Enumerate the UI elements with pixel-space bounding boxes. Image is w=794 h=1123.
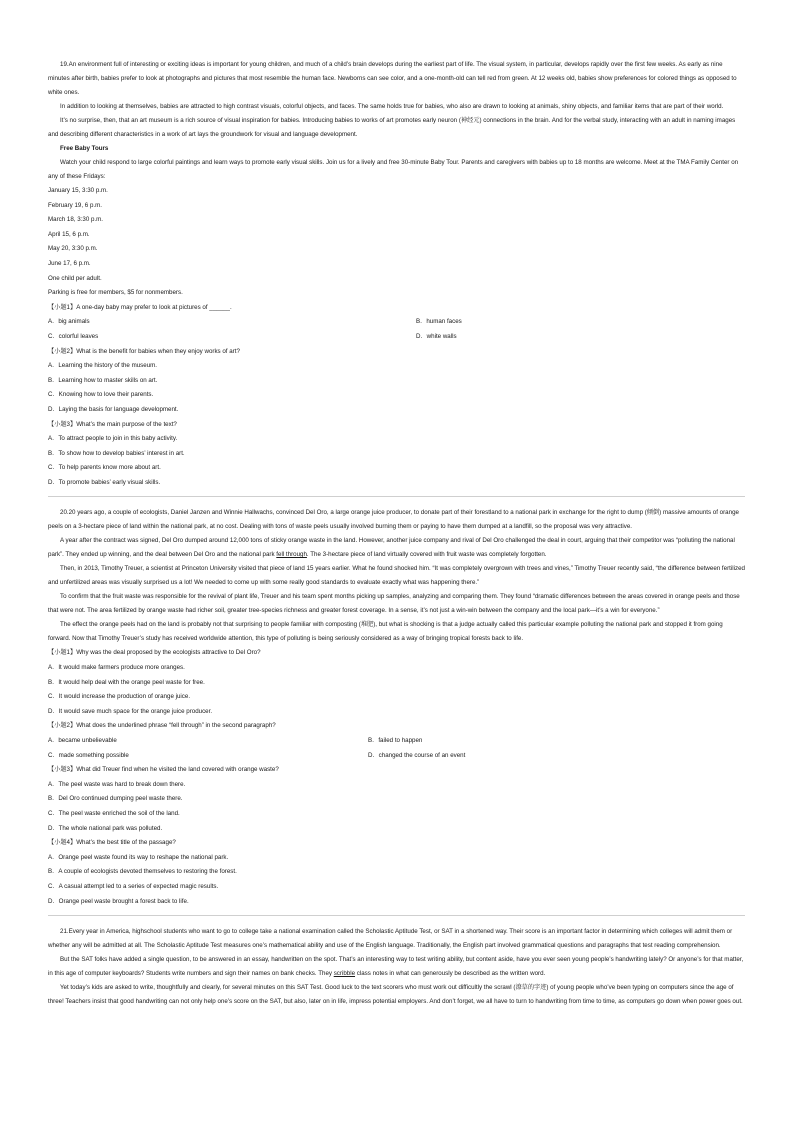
question: 【小题3】What did Treuer find when he visited the land covered with orange waste? — [48, 766, 279, 774]
paragraph: 21.Every year in America, highschool students who want to go to college take a national examination called the Scholastic Aptitude Test, or SAT in a shortened way. Their score is an important factor in determining which colleges will admit them or whether any will be admitted at all. The Scholastic Aptitude Test measures one’s mathematical ability and use of the English language. Traditionally, the English part involved grammatical questions and paragraphs that test reading comprehension. — [48, 928, 733, 950]
question: 【小题4】What’s the best title of the passage? — [48, 839, 176, 847]
date-item: March 18, 3:30 p.m. — [48, 216, 104, 224]
paragraph: The effect the orange peels had on the land is probably not that surprising to people familiar with composting (堆肥), but what is shocking is that a judge actually called this particular example polluting the national park and stopped it from going forward. Now that Timothy Treuer’s study has received worldwide attention, this type of polluting is being seriously considered as a way of bringing tropical forests back to life. — [48, 621, 723, 643]
paragraph: Yet today’s kids are asked to write, thoughtfully and clearly, for several minutes on this SAT Test. Good luck to the text scorers who must work out difficultly the scrawl (潦草的字迹) of young people who’ve been typing on computers since the age of three! Teachers insist that good handwriting can not only help one’s score on the SAT, but also, later on in life, impress potential employers. And don’t forget, we all have to turn to handwriting from time to time, as computers go down when power goes out. — [48, 984, 743, 1006]
option: A．To attract people to join in this baby activity. — [48, 435, 178, 443]
option: C．It would increase the production of orange juice. — [48, 693, 191, 701]
paragraph: 19.An environment full of interesting or exciting ideas is important for young children, and much of a child’s brain develops during the earliest part of life. The visual system, in particular, develops rapidly over the first few weeks. As early as nine minutes after birth, babies prefer to look at photographs and pictures that most resemble the human face. Newborns can see color, and a one-month-old can tell red from green. At 12 weeks old, babies show preferences for colored things as opposed to white ones. — [48, 61, 737, 96]
underlined-word: scribble — [333, 970, 356, 978]
paragraph: In addition to looking at themselves, babies are attracted to high contrast visuals, colorful objects, and faces. The same holds true for babies, who also are drawn to looking at animals, shiny objects, and familiar items that are part of their world. — [60, 103, 724, 110]
passage-21 — [48, 925, 745, 1009]
date-item: June 17, 6 p.m. — [48, 259, 91, 267]
date-item: February 19, 6 p.m. — [48, 201, 102, 209]
date-item: April 15, 6 p.m. — [48, 230, 90, 238]
option: B．failed to happen — [368, 737, 423, 745]
paragraph: Watch your child respond to large colorful paintings and learn ways to promote early visual skills. Join us for a lively and free 30-minute Baby Tour. Parents and caregivers with babies up to 18 months are welcome. Meet at the TMA Family Center on any of these Fridays: — [48, 159, 739, 180]
option: D．To promote babies’ early visual skills. — [48, 478, 161, 486]
option: D．It would save much space for the orange juice producer. — [48, 707, 213, 715]
option: D．Orange peel waste brought a forest back to life. — [48, 897, 189, 905]
option: D．The whole national park was polluted. — [48, 824, 163, 832]
question: 【小题1】A one-day baby may prefer to look at pictures of ______. — [48, 303, 232, 311]
option: A．The peel waste was hard to break down there. — [48, 780, 186, 788]
question: 【小题1】Why was the deal proposed by the ecologists attractive to Del Oro? — [48, 649, 261, 657]
passage-20 — [48, 506, 745, 909]
option: B．To show how to develop babies’ interest in art. — [48, 449, 185, 457]
option: B．human faces — [416, 318, 462, 326]
paragraph: 20.20 years ago, a couple of ecologists, Daniel Janzen and Winnie Hallwachs, convinced Del Oro, a large orange juice producer, to donate part of their forestland to a national park in exchange for the right to dump (倾倒) massive amounts of orange peels on a 3-hectare piece of land within the national park, at no cost. Dealing with tons of waste peels usually involved burning them or paying to have them dumped at a landfill, so the proposal was very attractive. — [48, 509, 739, 531]
option: B．Del Oro continued dumping peel waste there. — [48, 795, 183, 803]
question: 【小题2】What is the benefit for babies when they enjoy works of art? — [48, 347, 240, 355]
option: A．Learning the history of the museum. — [48, 362, 158, 370]
section-heading: Free Baby Tours — [60, 145, 109, 152]
document-page — [48, 58, 745, 1009]
text-run: But the SAT folks have added a single question, to be answered in an essay, handwritten on the spot. That’s an interesting way to test writing ability, but content aside, have you ever seen young people’s handwriting lately? Or anyone’s for that matter, in this age of computer keyboards? Students write numbers and sign their names on bank checks. They — [48, 956, 744, 978]
option: C．Knowing how to love their parents. — [48, 391, 154, 399]
option: C．colorful leaves — [48, 332, 99, 340]
option: A．It would make farmers produce more oranges. — [48, 664, 185, 672]
option-row — [48, 315, 745, 330]
note: Parking is free for members, $5 for nonmembers. — [48, 289, 183, 297]
option: C．made something possible — [48, 751, 129, 759]
option: A．big animals — [48, 318, 90, 326]
option: C．The peel waste enriched the soil of the land. — [48, 810, 180, 817]
option: D．white walls — [416, 332, 457, 340]
paragraph: Then, in 2013, Timothy Treuer, a scientist at Princeton University visited that piece of land 15 years earlier. What he found shocked him. “It was completely overgrown with trees and vines,” Timothy Treuer recently said, “the difference between fertilized and unfertilized areas was visually surprised us a lot! We needed to come up with some really good standards to evaluate exactly what was happening there.” — [48, 565, 745, 587]
option: B．Learning how to master skills on art. — [48, 376, 158, 384]
option: B．It would help deal with the orange peel waste for free. — [48, 678, 205, 686]
option: D．changed the course of an event — [368, 751, 466, 759]
divider — [48, 915, 745, 916]
paragraph: To confirm that the fruit waste was responsible for the revival of plant life, Treuer and his team spent months picking up samples, analyzing and comparing them. They found “dramatic differences between the areas covered in orange peels and those that were not. The area fertilized by orange waste had richer soil, greater tree-species richness and greater forest coverage. In a sense, it’s not just a win-win between the company and the local park—it’s a win for everyone.” — [48, 593, 740, 615]
option: C．To help parents know more about art. — [48, 464, 161, 472]
text-run: . The 3-hectare piece of land virtually covered with fruit waste was completely forgotten. — [306, 551, 547, 559]
paragraph: It’s no surprise, then, that an art museum is a rich source of visual inspiration for babies. Introducing babies to works of art promotes early neuron (神经元) connections in the brain. And for the verbal study, interacting with an adult in naming images and describing different characteristics in a work of art lays the groundwork for visual and language development. — [48, 117, 736, 138]
option: C．A casual attempt led to a series of expected magic results. — [48, 882, 219, 890]
option: A．Orange peel waste found its way to reshape the national park. — [48, 853, 229, 861]
date-item: January 15, 3:30 p.m. — [48, 187, 108, 194]
paragraph — [48, 953, 745, 981]
text-run: class notes in what can generously be described as the written word. — [355, 970, 546, 978]
option: B．A couple of ecologists devoted themselves to restoring the forest. — [48, 868, 237, 876]
date-item: May 20, 3:30 p.m. — [48, 245, 98, 253]
option-row — [48, 734, 745, 749]
option: A．became unbelievable — [48, 737, 117, 745]
divider — [48, 496, 745, 497]
underlined-phrase: fell through — [276, 551, 307, 559]
option: D．Laying the basis for language development. — [48, 405, 179, 413]
question: 【小题2】What does the underlined phrase “fell through” in the second paragraph? — [48, 722, 276, 730]
option-row — [48, 749, 745, 764]
question: 【小题3】What’s the main purpose of the text? — [48, 420, 177, 428]
option-row — [48, 330, 745, 345]
passage-19 — [48, 58, 745, 490]
paragraph — [48, 534, 745, 562]
note: One child per adult. — [48, 274, 102, 282]
text-run: A year after the contract was signed, Del Oro dumped around 12,000 tons of sticky orange waste in the land. However, another juice company and rival of Del Oro challenged the deal in court, arguing that their competitor was “polluting the national park”. They ended up winning, and the deal between Del Oro and the national park — [48, 537, 735, 559]
